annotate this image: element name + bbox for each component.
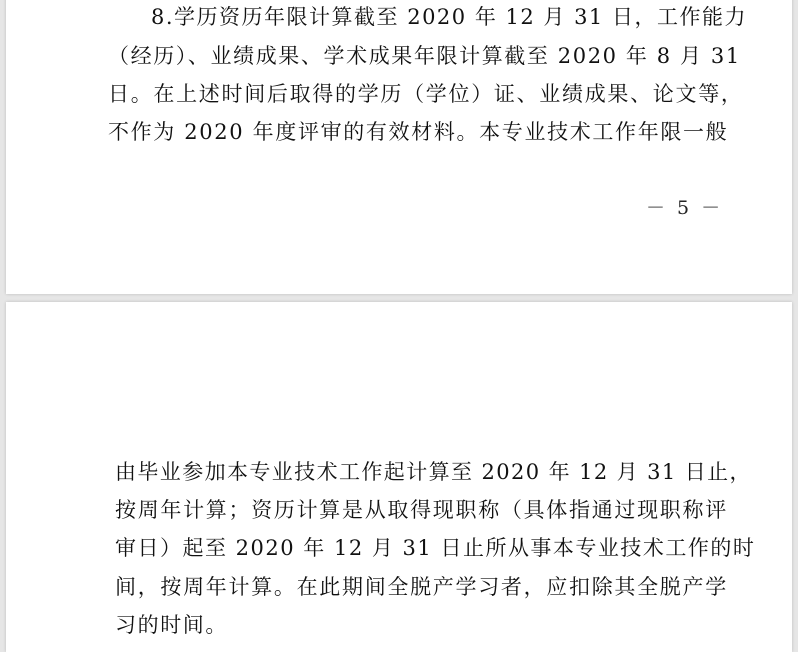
paragraph-line: 审日）起至 2020 年 12 月 31 日止所从事本专业技术工作的时 [115,536,756,560]
paragraph-line: 不作为 2020 年度评审的有效材料。本专业技术工作年限一般 [108,120,729,144]
paragraph-line: 间，按周年计算。在此期间全脱产学习者，应扣除其全脱产学 [115,575,728,599]
paragraph-line: （经历）、业绩成果、学术成果年限计算截至 2020 年 8 月 31 [108,44,741,68]
page-number: － 5 － [646,197,724,219]
document-page-bottom [6,302,792,652]
paragraph-line: 日。在上述时间后取得的学历（学位）证、业绩成果、论文等， [108,82,744,106]
paragraph-line: 8.学历资历年限计算截至 2020 年 12 月 31 日，工作能力 [151,5,747,29]
paragraph-line: 习的时间。 [115,613,228,637]
paragraph-line: 由毕业参加本专业技术工作起计算至 2020 年 12 月 31 日止， [115,460,752,484]
document-page-top [6,0,792,294]
paragraph-line: 按周年计算；资历计算是从取得现职称（具体指通过现职称评 [115,498,728,522]
